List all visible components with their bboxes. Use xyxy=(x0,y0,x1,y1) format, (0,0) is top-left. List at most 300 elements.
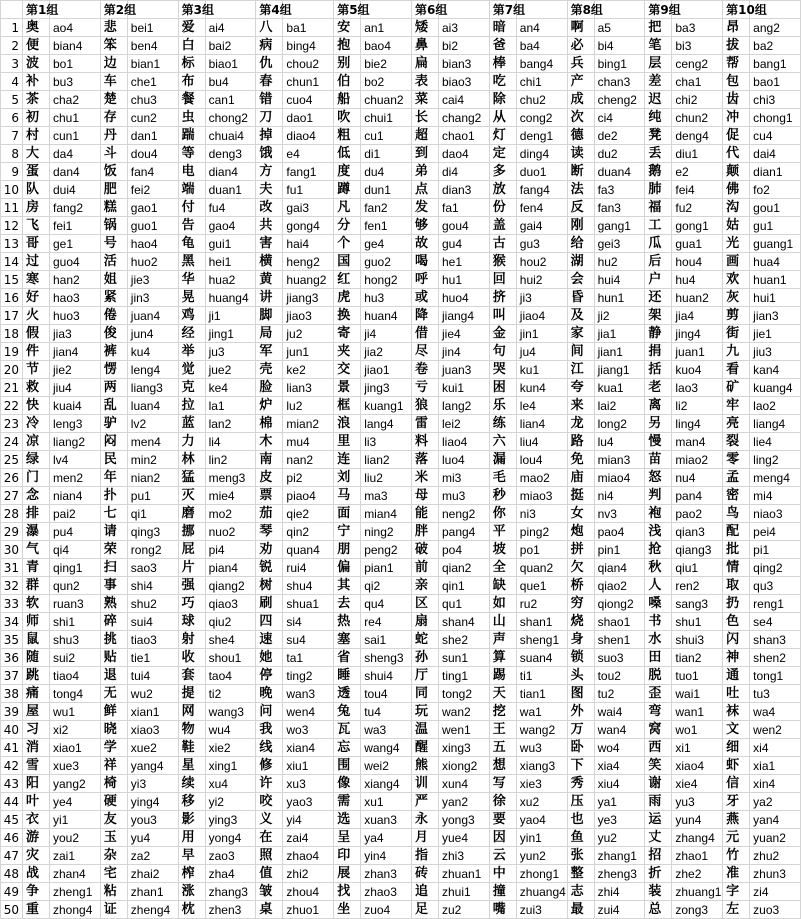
pinyin-cell[interactable]: shu1 xyxy=(672,613,723,631)
pinyin-cell[interactable]: gua1 xyxy=(672,235,723,253)
pinyin-cell[interactable]: wang3 xyxy=(205,703,256,721)
pinyin-cell[interactable]: pian1 xyxy=(361,559,412,577)
character-cell[interactable]: 许 xyxy=(256,775,283,793)
pinyin-cell[interactable]: shou1 xyxy=(205,649,256,667)
pinyin-cell[interactable]: ying3 xyxy=(205,811,256,829)
pinyin-cell[interactable]: lian3 xyxy=(283,379,334,397)
character-cell[interactable]: 换 xyxy=(334,307,361,325)
pinyin-cell[interactable]: ling4 xyxy=(672,415,723,433)
character-cell[interactable]: 塞 xyxy=(334,631,361,649)
character-cell[interactable]: 穷 xyxy=(567,595,594,613)
pinyin-cell[interactable]: zong3 xyxy=(672,901,723,919)
pinyin-cell[interactable]: pai2 xyxy=(50,505,101,523)
pinyin-cell[interactable]: bang1 xyxy=(750,55,801,73)
pinyin-cell[interactable]: lai2 xyxy=(594,397,645,415)
pinyin-cell[interactable]: bao1 xyxy=(750,73,801,91)
character-cell[interactable]: 醒 xyxy=(411,739,438,757)
character-cell[interactable]: 扇 xyxy=(411,613,438,631)
character-cell[interactable]: 裂 xyxy=(723,433,750,451)
character-cell[interactable]: 月 xyxy=(411,829,438,847)
pinyin-cell[interactable]: zhuang4 xyxy=(516,883,567,901)
character-cell[interactable]: 病 xyxy=(256,37,283,55)
character-cell[interactable]: 蹲 xyxy=(334,181,361,199)
pinyin-cell[interactable]: jin1 xyxy=(516,325,567,343)
pinyin-cell[interactable]: pang4 xyxy=(438,523,489,541)
pinyin-cell[interactable]: luo4 xyxy=(438,451,489,469)
character-cell[interactable]: 边 xyxy=(100,55,127,73)
pinyin-cell[interactable]: hua4 xyxy=(750,253,801,271)
pinyin-cell[interactable]: xing1 xyxy=(205,757,256,775)
pinyin-cell[interactable]: chui1 xyxy=(361,109,412,127)
character-cell[interactable]: 窝 xyxy=(645,721,672,739)
character-cell[interactable]: 南 xyxy=(256,451,283,469)
pinyin-cell[interactable]: ta1 xyxy=(283,649,334,667)
pinyin-cell[interactable]: zhe2 xyxy=(672,865,723,883)
character-cell[interactable]: 存 xyxy=(100,109,127,127)
pinyin-cell[interactable]: dian4 xyxy=(205,163,256,181)
character-cell[interactable]: 学 xyxy=(100,739,127,757)
character-cell[interactable]: 凳 xyxy=(645,127,672,145)
character-cell[interactable]: 挑 xyxy=(100,631,127,649)
pinyin-cell[interactable]: fa3 xyxy=(594,181,645,199)
character-cell[interactable]: 给 xyxy=(567,235,594,253)
character-cell[interactable]: 人 xyxy=(645,577,672,595)
pinyin-cell[interactable]: guang1 xyxy=(750,235,801,253)
pinyin-cell[interactable]: xi4 xyxy=(750,739,801,757)
character-cell[interactable]: 剪 xyxy=(723,307,750,325)
character-cell[interactable]: 退 xyxy=(100,667,127,685)
character-cell[interactable]: 降 xyxy=(411,307,438,325)
character-cell[interactable]: 困 xyxy=(489,379,516,397)
character-cell[interactable]: 及 xyxy=(567,307,594,325)
character-cell[interactable]: 断 xyxy=(567,163,594,181)
character-cell[interactable]: 拉 xyxy=(178,397,205,415)
character-cell[interactable]: 嘴 xyxy=(489,901,516,919)
character-cell[interactable]: 村 xyxy=(23,127,50,145)
row-number[interactable]: 14 xyxy=(1,253,23,271)
character-cell[interactable]: 细 xyxy=(723,739,750,757)
character-cell[interactable]: 孙 xyxy=(411,649,438,667)
character-cell[interactable]: 弟 xyxy=(411,163,438,181)
character-cell[interactable]: 袍 xyxy=(645,505,672,523)
pinyin-cell[interactable]: huang2 xyxy=(283,271,334,289)
pinyin-cell[interactable]: xie4 xyxy=(672,775,723,793)
character-cell[interactable]: 抱 xyxy=(334,37,361,55)
pinyin-cell[interactable]: qing3 xyxy=(127,523,178,541)
pinyin-cell[interactable]: tian2 xyxy=(672,649,723,667)
character-cell[interactable]: 压 xyxy=(567,793,594,811)
character-cell[interactable]: 片 xyxy=(178,559,205,577)
character-cell[interactable]: 棉 xyxy=(256,415,283,433)
pinyin-cell[interactable]: gou4 xyxy=(438,217,489,235)
character-cell[interactable]: 战 xyxy=(23,865,50,883)
character-cell[interactable]: 毛 xyxy=(489,469,516,487)
character-cell[interactable]: 丹 xyxy=(100,127,127,145)
character-cell[interactable]: 秀 xyxy=(567,775,594,793)
pinyin-cell[interactable]: you3 xyxy=(127,811,178,829)
character-cell[interactable]: 速 xyxy=(256,631,283,649)
pinyin-cell[interactable]: ding4 xyxy=(516,145,567,163)
group-header[interactable]: 第5组 xyxy=(334,1,361,19)
character-cell[interactable]: 扑 xyxy=(100,487,127,505)
pinyin-cell[interactable]: zhui1 xyxy=(438,883,489,901)
pinyin-cell[interactable]: kuang4 xyxy=(750,379,801,397)
character-cell[interactable]: 书 xyxy=(645,613,672,631)
pinyin-cell[interactable]: dan4 xyxy=(50,163,101,181)
pinyin-cell[interactable]: neng2 xyxy=(438,505,489,523)
character-cell[interactable]: 迟 xyxy=(645,91,672,109)
pinyin-cell[interactable]: dou4 xyxy=(127,145,178,163)
character-cell[interactable]: 刀 xyxy=(256,109,283,127)
character-cell[interactable]: 包 xyxy=(723,73,750,91)
character-cell[interactable]: 菜 xyxy=(411,91,438,109)
row-number[interactable]: 6 xyxy=(1,109,23,127)
character-cell[interactable]: 大 xyxy=(23,145,50,163)
character-cell[interactable]: 经 xyxy=(178,325,205,343)
pinyin-cell[interactable]: qian2 xyxy=(438,559,489,577)
character-cell[interactable]: 宁 xyxy=(334,523,361,541)
pinyin-cell[interactable]: pin1 xyxy=(594,541,645,559)
pinyin-cell[interactable]: xiu1 xyxy=(283,757,334,775)
pinyin-cell[interactable]: jie2 xyxy=(50,361,101,379)
character-cell[interactable]: 瀑 xyxy=(23,523,50,541)
pinyin-cell[interactable]: ya1 xyxy=(594,793,645,811)
character-cell[interactable]: 停 xyxy=(256,667,283,685)
pinyin-cell[interactable]: cu1 xyxy=(361,127,412,145)
pinyin-cell[interactable]: xiong2 xyxy=(438,757,489,775)
character-cell[interactable]: 睡 xyxy=(334,667,361,685)
pinyin-cell[interactable]: an1 xyxy=(361,19,412,37)
character-cell[interactable]: 度 xyxy=(334,163,361,181)
pinyin-cell[interactable]: fang2 xyxy=(50,199,101,217)
pinyin-cell[interactable]: jing4 xyxy=(672,325,723,343)
character-cell[interactable]: 民 xyxy=(100,451,127,469)
pinyin-cell[interactable]: kan4 xyxy=(750,361,801,379)
row-number[interactable]: 15 xyxy=(1,271,23,289)
character-cell[interactable]: 鼠 xyxy=(23,631,50,649)
pinyin-cell[interactable]: zhang3 xyxy=(205,883,256,901)
pinyin-cell[interactable]: yi4 xyxy=(283,811,334,829)
pinyin-cell[interactable]: zai4 xyxy=(283,829,334,847)
character-cell[interactable]: 放 xyxy=(489,181,516,199)
pinyin-cell[interactable]: juan1 xyxy=(672,343,723,361)
pinyin-cell[interactable]: po1 xyxy=(516,541,567,559)
pinyin-cell[interactable]: tiao4 xyxy=(50,667,101,685)
pinyin-cell[interactable]: fu2 xyxy=(672,199,723,217)
pinyin-cell[interactable]: li2 xyxy=(672,397,723,415)
pinyin-cell[interactable]: fang4 xyxy=(516,181,567,199)
pinyin-cell[interactable]: yuan2 xyxy=(750,829,801,847)
pinyin-cell[interactable]: mie4 xyxy=(205,487,256,505)
row-number[interactable]: 47 xyxy=(1,847,23,865)
pinyin-cell[interactable]: yang4 xyxy=(127,757,178,775)
pinyin-cell[interactable]: jia2 xyxy=(361,343,412,361)
character-cell[interactable]: 年 xyxy=(100,469,127,487)
character-cell[interactable]: 法 xyxy=(567,181,594,199)
character-cell[interactable]: 神 xyxy=(723,649,750,667)
character-cell[interactable]: 王 xyxy=(489,721,516,739)
character-cell[interactable]: 最 xyxy=(567,901,594,919)
character-cell[interactable]: 忘 xyxy=(334,739,361,757)
pinyin-cell[interactable]: guo1 xyxy=(127,217,178,235)
row-number[interactable]: 7 xyxy=(1,127,23,145)
character-cell[interactable]: 挪 xyxy=(178,523,205,541)
character-cell[interactable]: 笨 xyxy=(100,37,127,55)
pinyin-cell[interactable]: zhuang1 xyxy=(672,883,723,901)
character-cell[interactable]: 踢 xyxy=(489,667,516,685)
pinyin-cell[interactable]: hun1 xyxy=(594,289,645,307)
character-cell[interactable]: 事 xyxy=(100,577,127,595)
pinyin-cell[interactable]: bi4 xyxy=(594,37,645,55)
pinyin-cell[interactable]: meng3 xyxy=(205,469,256,487)
pinyin-cell[interactable]: fan3 xyxy=(594,199,645,217)
pinyin-cell[interactable]: qian3 xyxy=(672,523,723,541)
pinyin-cell[interactable]: wan4 xyxy=(594,721,645,739)
pinyin-cell[interactable]: yong4 xyxy=(205,829,256,847)
pinyin-cell[interactable]: yin4 xyxy=(361,847,412,865)
character-cell[interactable]: 鸡 xyxy=(178,307,205,325)
character-cell[interactable]: 两 xyxy=(100,379,127,397)
pinyin-cell[interactable]: gao4 xyxy=(205,217,256,235)
pinyin-cell[interactable]: xue3 xyxy=(50,757,101,775)
row-number[interactable]: 33 xyxy=(1,595,23,613)
pinyin-cell[interactable]: cuo4 xyxy=(283,91,334,109)
character-cell[interactable]: 射 xyxy=(178,631,205,649)
pinyin-cell[interactable]: wai4 xyxy=(594,703,645,721)
pinyin-cell[interactable]: zuo3 xyxy=(750,901,801,919)
character-cell[interactable]: 古 xyxy=(489,235,516,253)
character-cell[interactable]: 脸 xyxy=(256,379,283,397)
pinyin-cell[interactable]: jiang4 xyxy=(438,307,489,325)
character-cell[interactable]: 街 xyxy=(723,325,750,343)
pinyin-cell[interactable]: mi4 xyxy=(750,487,801,505)
row-number[interactable]: 17 xyxy=(1,307,23,325)
character-cell[interactable]: 志 xyxy=(567,883,594,901)
pinyin-cell[interactable]: dao4 xyxy=(438,145,489,163)
character-cell[interactable]: 巧 xyxy=(178,595,205,613)
character-cell[interactable]: 强 xyxy=(178,577,205,595)
character-cell[interactable]: 救 xyxy=(23,379,50,397)
pinyin-cell[interactable]: ang2 xyxy=(750,19,801,37)
character-cell[interactable]: 脱 xyxy=(645,667,672,685)
pinyin-cell[interactable]: ting2 xyxy=(283,667,334,685)
character-cell[interactable]: 信 xyxy=(723,775,750,793)
character-cell[interactable]: 狼 xyxy=(411,397,438,415)
pinyin-cell[interactable]: qiu1 xyxy=(672,559,723,577)
pinyin-cell[interactable]: shao1 xyxy=(594,613,645,631)
character-cell[interactable]: 端 xyxy=(178,181,205,199)
character-cell[interactable]: 矮 xyxy=(411,19,438,37)
character-cell[interactable]: 晚 xyxy=(256,685,283,703)
pinyin-cell[interactable]: chu3 xyxy=(127,91,178,109)
pinyin-cell[interactable]: huo4 xyxy=(438,289,489,307)
pinyin-cell[interactable]: hou4 xyxy=(672,253,723,271)
pinyin-cell[interactable]: chuan2 xyxy=(361,91,412,109)
pinyin-cell[interactable]: jiao3 xyxy=(283,307,334,325)
pinyin-cell[interactable]: jing3 xyxy=(361,379,412,397)
group-header[interactable]: 第2组 xyxy=(100,1,127,19)
character-cell[interactable]: 劝 xyxy=(256,541,283,559)
character-cell[interactable]: 肺 xyxy=(645,181,672,199)
character-cell[interactable]: 错 xyxy=(256,91,283,109)
character-cell[interactable]: 句 xyxy=(489,343,516,361)
character-cell[interactable]: 师 xyxy=(23,613,50,631)
pinyin-cell[interactable]: zha4 xyxy=(205,865,256,883)
pinyin-cell[interactable]: pu1 xyxy=(127,487,178,505)
character-cell[interactable]: 友 xyxy=(100,811,127,829)
pinyin-cell[interactable]: zhong4 xyxy=(50,901,101,919)
pinyin-cell[interactable]: pu4 xyxy=(50,523,101,541)
character-cell[interactable]: 还 xyxy=(645,289,672,307)
pinyin-cell[interactable]: jiang1 xyxy=(594,361,645,379)
character-cell[interactable]: 苗 xyxy=(645,451,672,469)
pinyin-cell[interactable]: ling2 xyxy=(750,451,801,469)
character-cell[interactable]: 瓜 xyxy=(645,235,672,253)
pinyin-cell[interactable]: hu3 xyxy=(361,289,412,307)
pinyin-cell[interactable]: xiu4 xyxy=(594,775,645,793)
character-cell[interactable]: 电 xyxy=(178,163,205,181)
character-cell[interactable]: 绿 xyxy=(23,451,50,469)
row-number[interactable]: 43 xyxy=(1,775,23,793)
pinyin-cell[interactable]: tu3 xyxy=(750,685,801,703)
character-cell[interactable]: 啊 xyxy=(567,19,594,37)
row-number[interactable]: 4 xyxy=(1,73,23,91)
pinyin-cell[interactable]: ying4 xyxy=(127,793,178,811)
character-cell[interactable]: 湖 xyxy=(567,253,594,271)
character-cell[interactable]: 四 xyxy=(256,613,283,631)
pinyin-cell[interactable]: yi2 xyxy=(205,793,256,811)
pinyin-cell[interactable]: zhong1 xyxy=(516,865,567,883)
pinyin-cell[interactable]: zhan4 xyxy=(50,865,101,883)
pinyin-cell[interactable]: luan4 xyxy=(127,397,178,415)
character-cell[interactable]: 蓝 xyxy=(178,415,205,433)
pinyin-cell[interactable]: zhang4 xyxy=(672,829,723,847)
character-cell[interactable]: 雨 xyxy=(645,793,672,811)
character-cell[interactable]: 炮 xyxy=(567,523,594,541)
character-cell[interactable]: 宅 xyxy=(100,865,127,883)
character-cell[interactable]: 份 xyxy=(489,199,516,217)
character-cell[interactable]: 号 xyxy=(100,235,127,253)
character-cell[interactable]: 把 xyxy=(645,19,672,37)
character-cell[interactable]: 网 xyxy=(178,703,205,721)
character-cell[interactable]: 鼻 xyxy=(411,37,438,55)
pinyin-cell[interactable]: ju3 xyxy=(205,343,256,361)
row-number[interactable]: 36 xyxy=(1,649,23,667)
character-cell[interactable]: 欠 xyxy=(567,559,594,577)
character-cell[interactable]: 别 xyxy=(334,55,361,73)
pinyin-cell[interactable]: chan3 xyxy=(594,73,645,91)
character-cell[interactable]: 修 xyxy=(256,757,283,775)
character-cell[interactable]: 马 xyxy=(334,487,361,505)
pinyin-cell[interactable]: jian3 xyxy=(750,307,801,325)
character-cell[interactable]: 左 xyxy=(723,901,750,919)
character-cell[interactable]: 连 xyxy=(334,451,361,469)
character-cell[interactable]: 移 xyxy=(178,793,205,811)
character-cell[interactable]: 折 xyxy=(645,865,672,883)
character-cell[interactable]: 另 xyxy=(645,415,672,433)
pinyin-cell[interactable]: lao3 xyxy=(672,379,723,397)
character-cell[interactable]: 痛 xyxy=(23,685,50,703)
pinyin-cell[interactable]: piao4 xyxy=(283,487,334,505)
character-cell[interactable]: 朋 xyxy=(334,541,361,559)
character-cell[interactable]: 要 xyxy=(489,811,516,829)
character-cell[interactable]: 猛 xyxy=(178,469,205,487)
character-cell[interactable]: 老 xyxy=(645,379,672,397)
row-number[interactable]: 18 xyxy=(1,325,23,343)
pinyin-cell[interactable]: nuo2 xyxy=(205,523,256,541)
character-cell[interactable]: 炉 xyxy=(256,397,283,415)
pinyin-cell[interactable]: zhi4 xyxy=(594,883,645,901)
character-cell[interactable]: 反 xyxy=(567,199,594,217)
row-number[interactable]: 26 xyxy=(1,469,23,487)
pinyin-cell[interactable]: yao4 xyxy=(516,811,567,829)
pinyin-cell[interactable]: gang1 xyxy=(594,217,645,235)
character-cell[interactable]: 快 xyxy=(23,397,50,415)
pinyin-cell[interactable]: jia3 xyxy=(50,325,101,343)
pinyin-cell[interactable]: ke2 xyxy=(283,361,334,379)
pinyin-cell[interactable]: gu4 xyxy=(438,235,489,253)
pinyin-cell[interactable]: xu3 xyxy=(283,775,334,793)
character-cell[interactable]: 破 xyxy=(411,541,438,559)
character-cell[interactable]: 亏 xyxy=(411,379,438,397)
pinyin-cell[interactable]: duan1 xyxy=(205,181,256,199)
character-cell[interactable]: 昂 xyxy=(723,19,750,37)
row-number[interactable]: 49 xyxy=(1,883,23,901)
character-cell[interactable]: 省 xyxy=(334,649,361,667)
character-cell[interactable]: 盖 xyxy=(489,217,516,235)
pinyin-cell[interactable]: niao3 xyxy=(750,505,801,523)
character-cell[interactable]: 文 xyxy=(723,721,750,739)
pinyin-cell[interactable]: mu3 xyxy=(438,487,489,505)
group-header[interactable]: 第1组 xyxy=(23,1,50,19)
pinyin-cell[interactable]: qi4 xyxy=(50,541,101,559)
character-cell[interactable]: 榨 xyxy=(178,865,205,883)
character-cell[interactable]: 付 xyxy=(178,199,205,217)
character-cell[interactable]: 选 xyxy=(334,811,361,829)
character-cell[interactable]: 西 xyxy=(645,739,672,757)
character-cell[interactable]: 昏 xyxy=(567,289,594,307)
pinyin-cell[interactable]: ke4 xyxy=(205,379,256,397)
pinyin-cell[interactable]: shen2 xyxy=(750,649,801,667)
character-cell[interactable]: 雷 xyxy=(411,415,438,433)
pinyin-cell[interactable]: lou4 xyxy=(516,451,567,469)
pinyin-cell[interactable]: jia1 xyxy=(594,325,645,343)
pinyin-cell[interactable]: ba3 xyxy=(672,19,723,37)
character-cell[interactable]: 锅 xyxy=(100,217,127,235)
character-cell[interactable]: 下 xyxy=(567,757,594,775)
pinyin-cell[interactable]: jian1 xyxy=(594,343,645,361)
pinyin-cell[interactable]: xie2 xyxy=(205,739,256,757)
group-header[interactable]: 第4组 xyxy=(256,1,283,19)
pinyin-cell[interactable]: lan2 xyxy=(205,415,256,433)
character-cell[interactable]: 装 xyxy=(645,883,672,901)
character-cell[interactable]: 粘 xyxy=(100,883,127,901)
row-number[interactable]: 21 xyxy=(1,379,23,397)
row-number[interactable]: 37 xyxy=(1,667,23,685)
character-cell[interactable]: 楚 xyxy=(100,91,127,109)
character-cell[interactable]: 白 xyxy=(178,37,205,55)
character-cell[interactable]: 踹 xyxy=(178,127,205,145)
pinyin-cell[interactable]: jian4 xyxy=(50,343,101,361)
pinyin-cell[interactable]: ai3 xyxy=(438,19,489,37)
row-number[interactable]: 10 xyxy=(1,181,23,199)
character-cell[interactable]: 虫 xyxy=(178,109,205,127)
pinyin-cell[interactable]: hai4 xyxy=(283,235,334,253)
character-cell[interactable]: 横 xyxy=(256,253,283,271)
pinyin-cell[interactable]: zhang1 xyxy=(594,847,645,865)
character-cell[interactable]: 方 xyxy=(256,163,283,181)
pinyin-cell[interactable]: bie2 xyxy=(361,55,412,73)
